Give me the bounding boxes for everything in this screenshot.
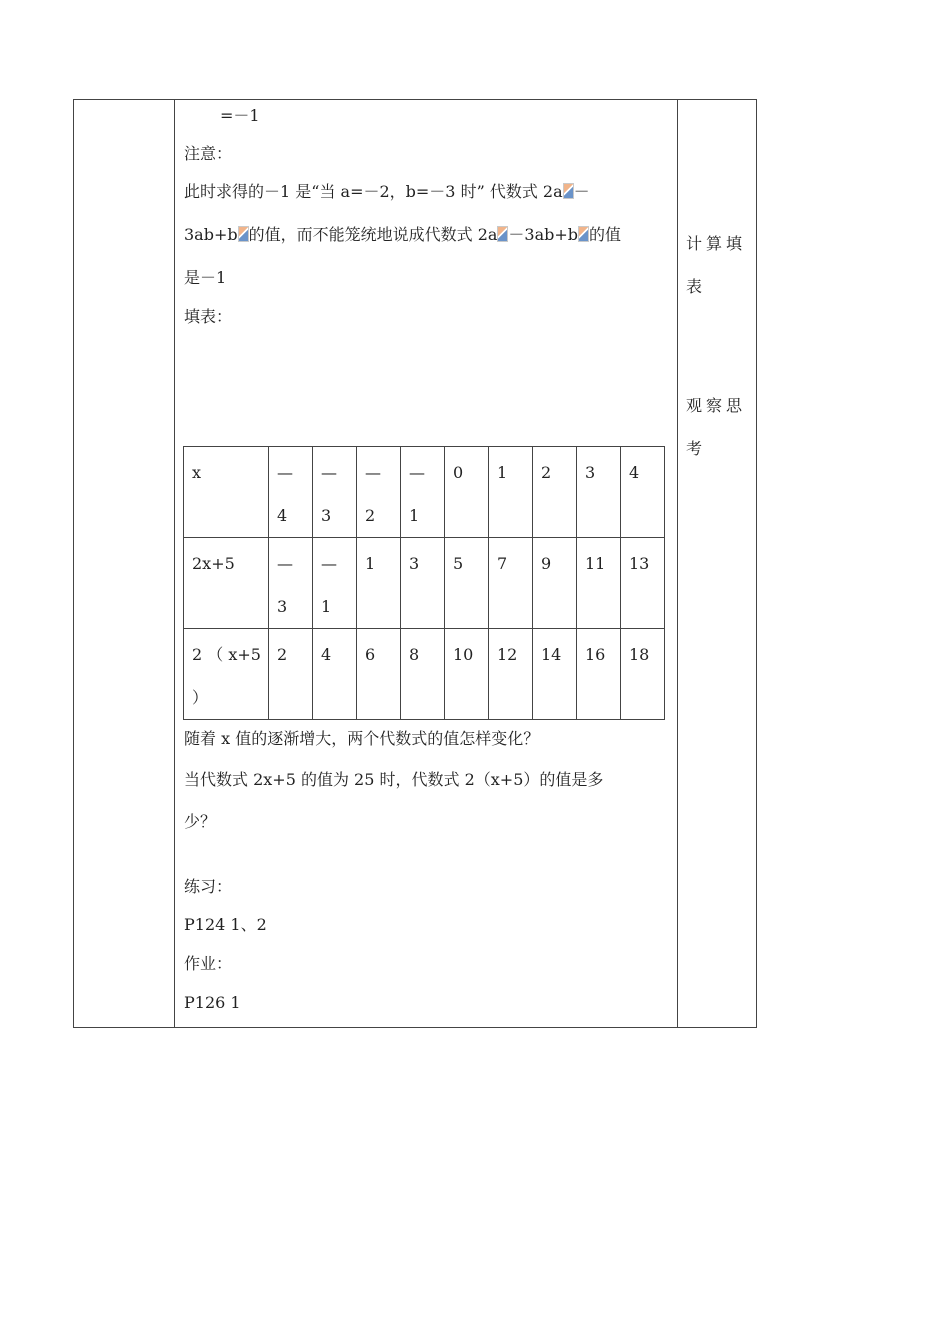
formula-image-icon [578,226,589,242]
side-note-observe: 观察思考 [686,396,747,458]
side-note-calculate: 计算填表 [686,234,747,296]
note-paragraph-line3: 是－1 [184,268,227,287]
table-cell: 14 [533,629,577,720]
values-table [183,446,665,720]
table-cell: 2 [533,447,577,538]
note-paragraph-line1: 此时求得的－1 是“当 a=－2，b=－3 时” 代数式 2a － [184,182,590,201]
question-1: 随着 x 值的逐渐增大，两个代数式的值怎样变化？ [184,729,540,748]
table-cell: 5 [445,538,489,629]
table-cell: 4 [621,447,665,538]
question-2-line1: 当代数式 2x+5 的值为 25 时，代数式 2（x+5）的值是多 [184,770,604,789]
formula-image-icon [238,226,249,242]
table-row-label: 2x+5 [184,538,269,629]
table-cell: — 3 [313,447,357,538]
table-cell: 11 [577,538,621,629]
table-cell: — 1 [401,447,445,538]
table-cell: — 3 [269,538,313,629]
column-divider-left [174,100,175,1027]
column-divider-right [677,100,678,1027]
table-cell: 9 [533,538,577,629]
table-cell: 3 [577,447,621,538]
table-cell: 7 [489,538,533,629]
table-cell: 6 [357,629,401,720]
table-row [184,629,665,720]
table-row [184,538,665,629]
question-2-line2: 少？ [184,812,217,831]
table-row [184,447,665,538]
table-row-label: x [184,447,269,538]
table-cell: 2 [269,629,313,720]
formula-image-icon [563,183,574,199]
table-cell: 8 [401,629,445,720]
practice-label: 练习： [184,877,233,896]
table-cell: 1 [489,447,533,538]
formula-image-icon [497,226,508,242]
table-cell: 16 [577,629,621,720]
table-cell: 10 [445,629,489,720]
table-cell: 18 [621,629,665,720]
table-cell: 12 [489,629,533,720]
table-cell: 0 [445,447,489,538]
table-cell: — 1 [313,538,357,629]
table-cell: — 2 [357,447,401,538]
homework-label: 作业： [184,954,233,973]
table-cell: — 4 [269,447,313,538]
note-label: 注意： [184,144,233,163]
table-cell: 3 [401,538,445,629]
fill-table-label: 填表： [184,307,233,326]
lesson-table [73,99,757,1028]
table-cell: 13 [621,538,665,629]
equation-result: =－1 [220,106,260,125]
table-cell: 4 [313,629,357,720]
note-paragraph-line2: 3ab+b 的值，而不能笼统地说成代数式 2a －3ab+b 的值 [184,225,622,244]
homework-reference: P126 1 [184,993,241,1012]
practice-reference: P124 1、2 [184,915,267,934]
table-row-label: 2 （ x+5 ） [184,629,269,720]
table-cell: 1 [357,538,401,629]
